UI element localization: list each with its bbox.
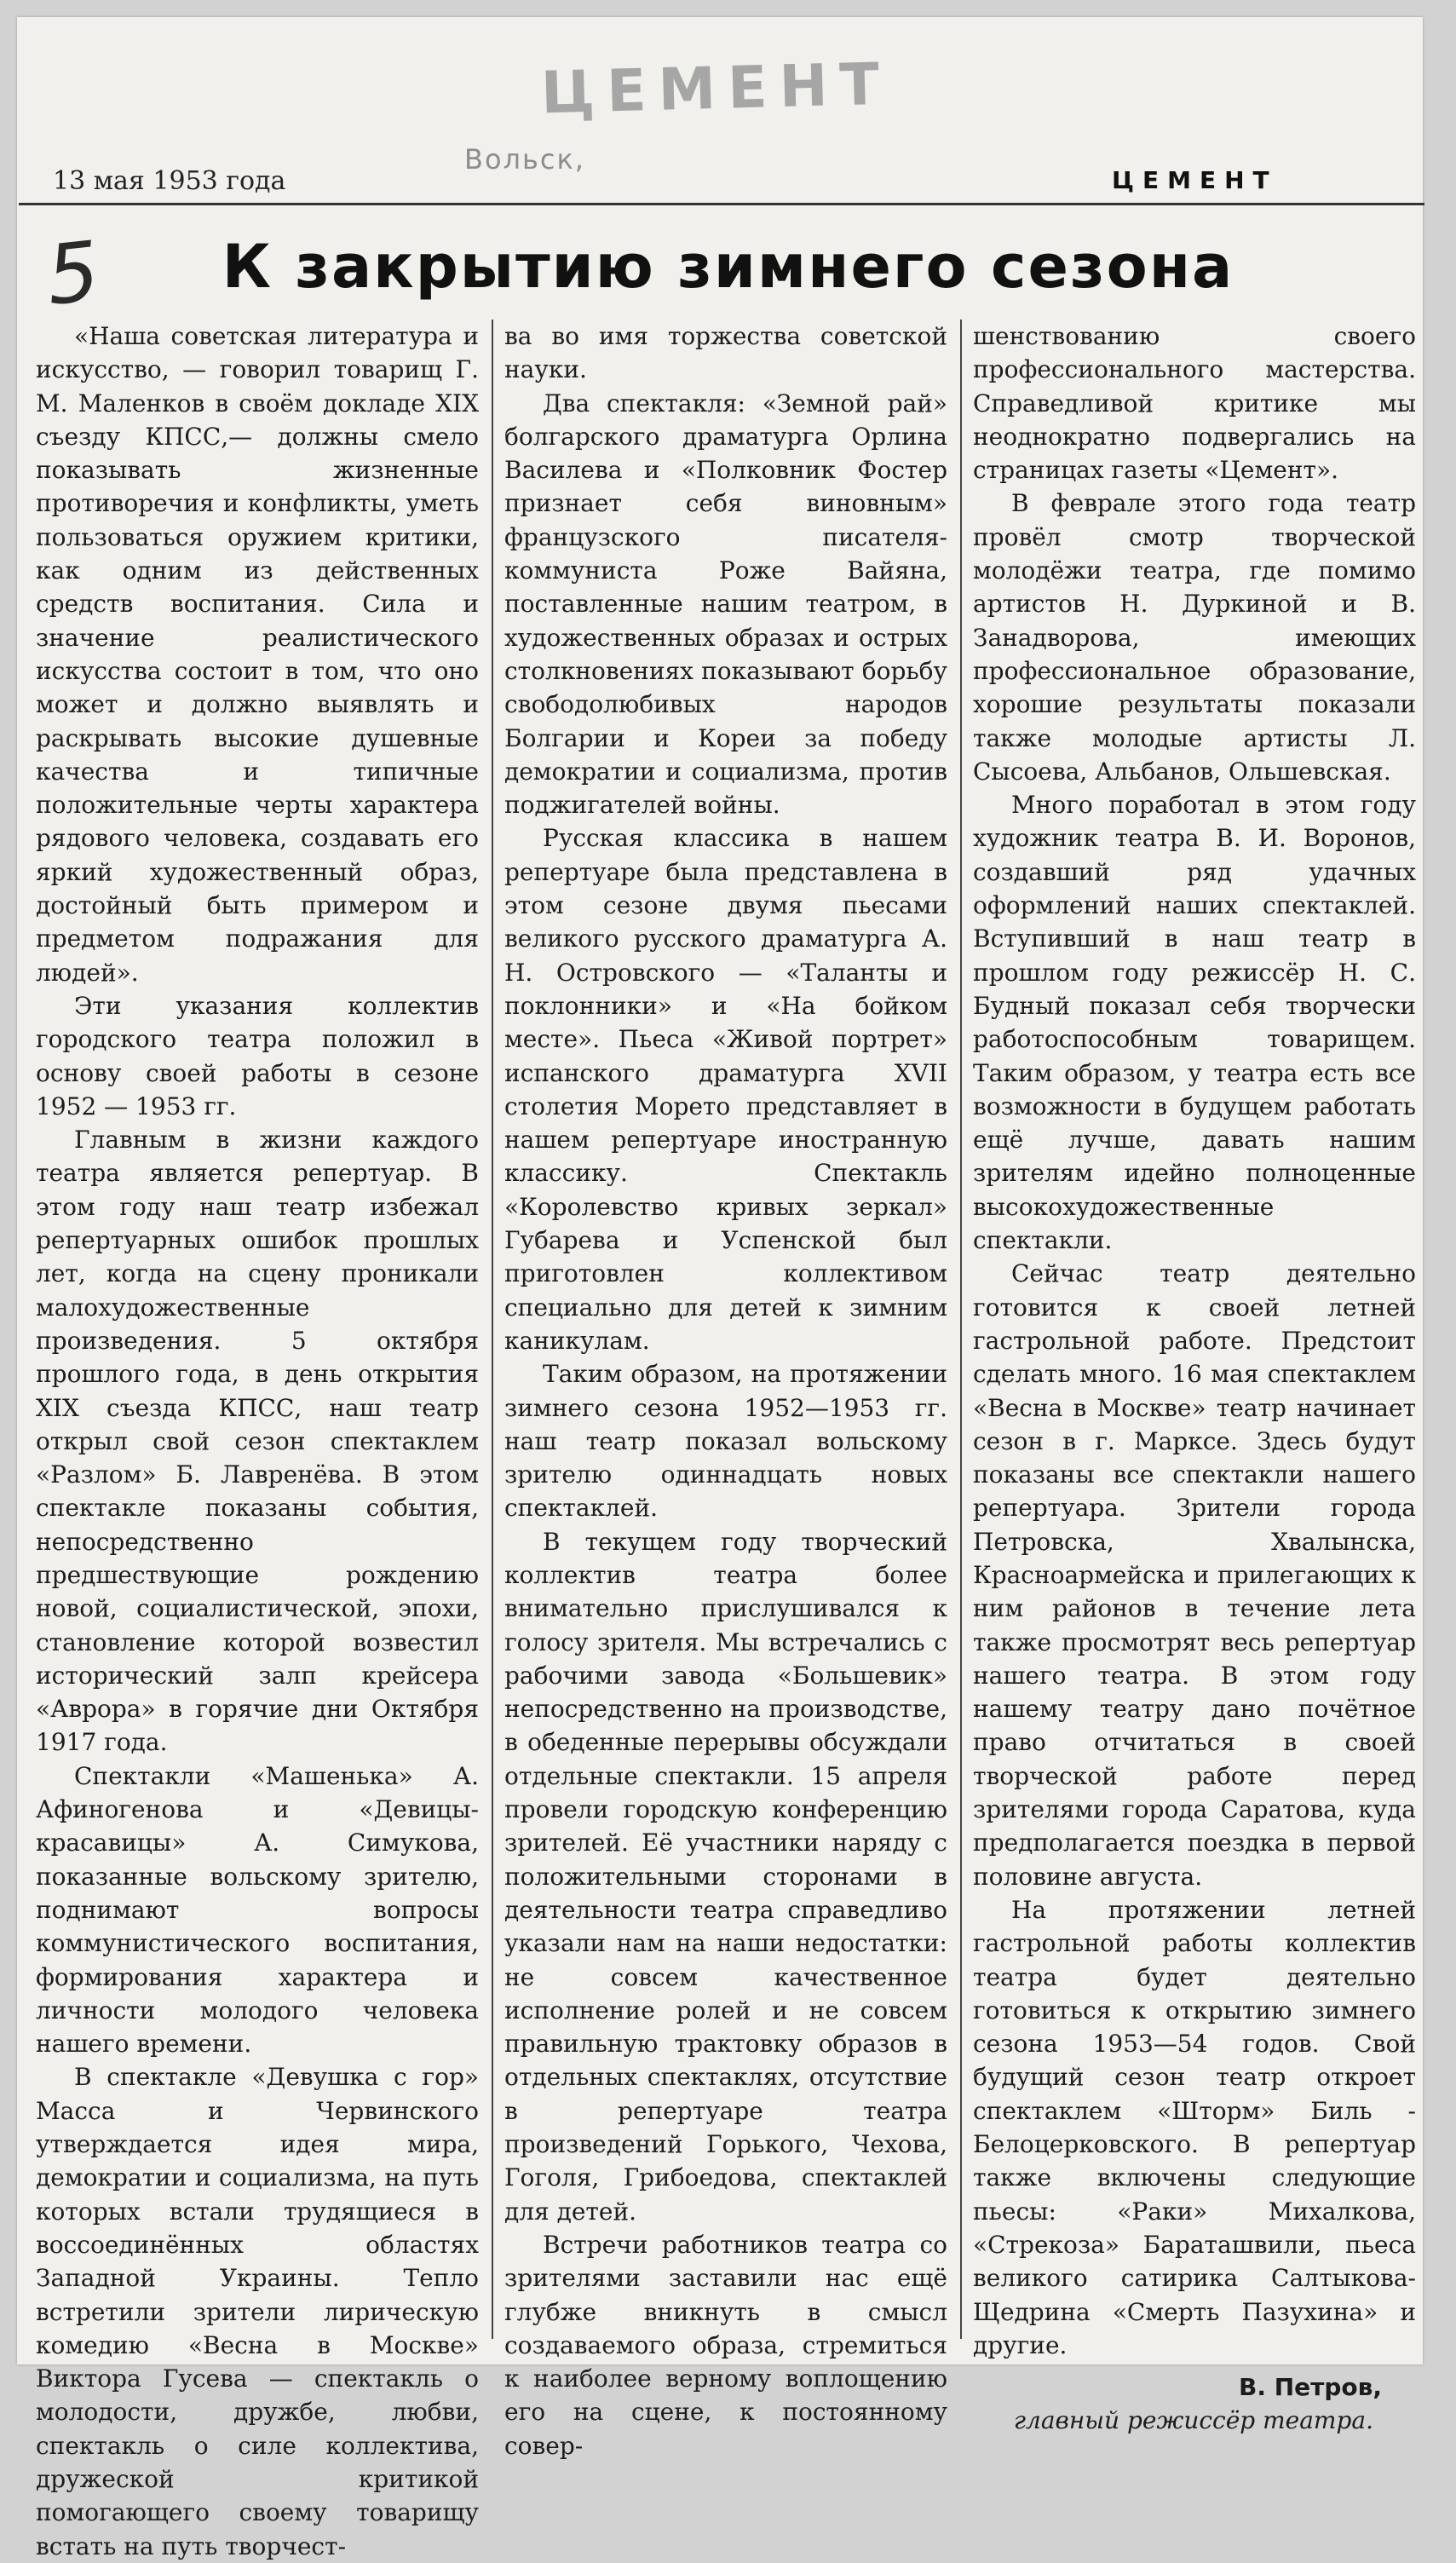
paragraph: Главным в жизни каждого театра является репертуар. В этом году наш театр избежал репертуарных ошибок прошлых лет, когда на сцену проникали малохудожественные произведения. 5 октября прошлого года, в день открытия XIX съезда КПСС, наш театр открыл свой сезон спектаклем «Разлом» Б. Лавренёва. В этом спектакле показаны события, непосредственно предшествующие рождению новой, социалистической, эпохи, становление которой возвестил исторический залп крейсера «Аврора» в горячие дни Октября 1917 года. bbox=[36, 1126, 479, 1757]
newspaper-stamp: ЦЕМЕНТ bbox=[540, 50, 892, 128]
paragraph: Сейчас театр деятельно готовится к своей летней гастрольной работе. Предстоит сделать много. 16 мая спектаклем «Весна в Москве» театр начинает сезон в г. Марксе. Здесь будут показаны все спектакли нашего репертуара. Зрители города Петровска, Хвалынска, Красноармейска и прилегающих к ним районов в течение лета также просмотрят весь репертуар нашего театра. В этом году нашему театру дано почётное право отчитаться в своей творческой работе перед зрителями города Саратова, куда предполагается поездка в первой половине августа. bbox=[973, 1259, 1416, 1891]
article-body bbox=[36, 320, 1424, 2560]
paragraph: Много поработал в этом году художник театра В. И. Воронов, создавший ряд удачных оформлений наших спектаклей. Вступивший в наш театр в прошлом году режиссёр Н. С. Будный показал себя творчески работоспособным товарищем. Таким образом, у театра есть все возможности в будущем работать ещё лучше, давать нашим зрителям идейно полноценные высокохудожественные спектакли. bbox=[973, 791, 1416, 1255]
paragraph: Два спектакля: «Земной рай» болгарского драматурга Орлина Василева и «Полковник Фостер признает себя виновным» французского писателя-коммуниста Роже Вайяна, поставленные нашим театром, в художественных образах и острых столкновениях показывают борьбу свободолюбивых народов Болгарии и Кореи за победу демократии и социализма, против поджигателей войны. bbox=[504, 389, 947, 820]
paragraph: Русская классика в нашем репертуаре была представлена в этом сезоне двумя пьесами великого русского драматурга А. Н. Островского — «Таланты и поклонники» и «На бойком месте». Пьеса «Живой портрет» испанского драматурга XVII столетия Морето представляет в нашем репертуаре иностранную классику. Спектакль «Королевство кривых зеркал» Губарева и Успенской был приготовлен коллективом специально для детей к зимним каникулам. bbox=[504, 824, 947, 1355]
newspaper-name: ЦЕМЕНТ bbox=[1112, 166, 1278, 194]
paragraph: В феврале этого года театр провёл смотр творческой молодёжи театра, где помимо артистов Н. Дуркиной и В. Занадворова, имеющих профессиональное образование, хорошие результаты показали также молодые артисты Л. Сысоева, Альбанов, Ольшевская. bbox=[973, 489, 1416, 786]
author-role: главный режиссёр театра. bbox=[1013, 2406, 1373, 2435]
paragraph: «Наша советская литература и искусство, — говорил товарищ Г. М. Маленков в своём докладе XIX съезду КПСС,— должны смело показывать жизненные противоречия и конфликты, уметь пользоваться оружием критики, как одним из действенных средств воспитания. Сила и значение реалистического искусства состоит в том, что оно может и должно выявлять и раскрывать высокие душевные качества и типичные положительные черты характера рядового человека, создавать его яркий художественный образ, достойный быть примером и предметом подражания для людей». bbox=[36, 322, 479, 987]
article-column-3 bbox=[973, 320, 1416, 2438]
paragraph: ва во имя торжества советской науки. bbox=[504, 322, 947, 384]
article-column-1 bbox=[36, 320, 479, 2563]
paragraph: Спектакли «Машенька» А. Афиногенова и «Девицы-красавицы» А. Симукова, показанные вольскому зрителю, поднимают вопросы коммунистического воспитания, формирования характера и личности молодого человека нашего времени. bbox=[36, 1761, 479, 2059]
stamp-city: Вольск, bbox=[464, 143, 585, 176]
paragraph: Эти указания коллектив городского театра положил в основу своей работы в сезоне 1952 — 1953 гг. bbox=[36, 991, 479, 1120]
article-column-2 bbox=[504, 320, 947, 2462]
header-divider bbox=[19, 203, 1424, 205]
article-title: К закрытию зимнего сезона bbox=[222, 232, 1234, 302]
paragraph: Таким образом, на протяжении зимнего сезона 1952—1953 гг. наш театр показал вольскому зрителю одиннадцать новых спектаклей. bbox=[504, 1360, 947, 1523]
paragraph: В спектакле «Девушка с гор» Масса и Червинского утверждается идея мира, демократии и социализма, на путь которых встали трудящиеся в воссоединённых областях Западной Украины. Тепло встретили зрители лирическую комедию «Весна в Москве» Виктора Гусева — спектакль о молодости, дружбе, любви, спектакль о силе коллектива, дружеской критикой помогающего своему товарищу встать на путь творчест- bbox=[36, 2063, 479, 2560]
issue-date: 13 мая 1953 года bbox=[53, 166, 286, 196]
paragraph: шенствованию своего профессионального мастерства. Справедливой критике мы неоднократно подвергались на страницах газеты «Цемент». bbox=[973, 322, 1416, 485]
paragraph: Встречи работников театра со зрителями заставили нас ещё глубже вникнуть в смысл создаваемого образа, стремиться к наиболее верному воплощению его на сцене, к постоянному совер- bbox=[504, 2230, 947, 2460]
handwritten-mark: 5 bbox=[42, 223, 104, 324]
paragraph: В текущем году творческий коллектив театра более внимательно прислушивался к голосу зрителя. Мы встречались с рабочими завода «Большевик» непосредственно на производстве, в обеденные перерывы обсуждали отдельные спектакли. 15 апреля провели городскую конференцию зрителей. Её участники наряду с положительными сторонами в деятельности театра справедливо указали нам на наши недостатки: не совсем качественное исполнение ролей и не совсем правильную трактовку образов в отдельных спектаклях, отсутствие в репертуаре театра произведений Горького, Чехова, Гоголя, Грибоедова, спектаклей для детей. bbox=[504, 1527, 947, 2226]
author-name: В. Петров, bbox=[1238, 2373, 1382, 2402]
paragraph: На протяжении летней гастрольной работы коллектив театра будет деятельно готовиться к открытию зимнего сезона 1953—54 годов. Свой будущий сезон театр откроет спектаклем «Шторм» Биль - Белоцерковского. В репертуар также включены следующие пьесы: «Раки» Михалкова, «Стрекоза» Бараташвили, пьеса великого сатирика Салтыкова-Щедрина «Смерть Пазухина» и другие. bbox=[973, 1895, 1416, 2359]
